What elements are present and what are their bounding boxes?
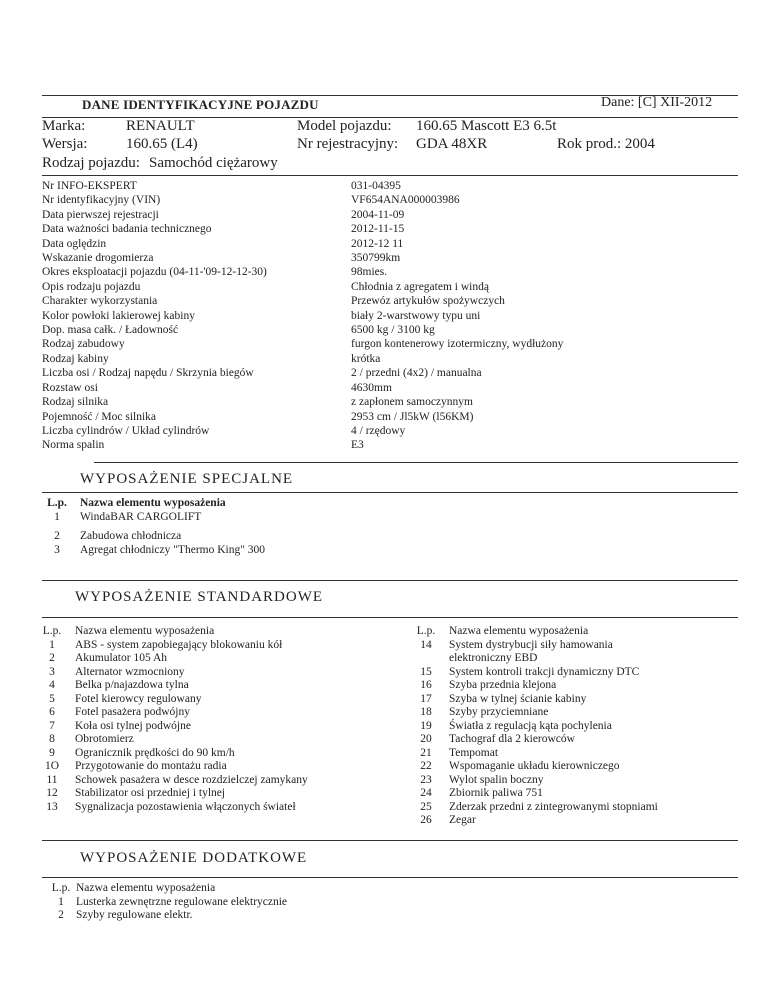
detail-label: Kolor powłoki lakierowej kabiny (42, 309, 195, 322)
table-row: 3 Agregat chłodniczy "Thermo King" 300 (54, 543, 266, 556)
table-row: 1 ABS - system zapobiegający blokowaniu kół (49, 638, 283, 651)
detail-value: z zapłonem samoczynnym (351, 396, 473, 409)
table-row: 18 Szyby przyciemniane (420, 706, 549, 718)
detail-value: 031-04395 (351, 180, 401, 192)
registration-value: GDA 48XR (416, 136, 488, 152)
detail-value: 4 / rzędowy (351, 424, 406, 437)
detail-value: furgon kontenerowy izotermiczny, wydłużony (351, 338, 564, 351)
table-row: 22 Wspomaganie układu kierowniczego (420, 760, 620, 772)
table-row: 14 System dystrybucji siły hamowania (420, 638, 613, 651)
detail-value: 2 / przedni (4x2) / manualna (351, 367, 482, 380)
standard-table-left (35, 625, 308, 814)
table-row: 13 Sygnalizacja pozostawienia włączonych świateł (46, 800, 296, 813)
detail-value: 98mies. (351, 266, 388, 279)
standard-title-rule (42, 617, 738, 618)
detail-label: Pojemność / Moc silnika (42, 410, 157, 423)
detail-value: 4630mm (351, 381, 392, 394)
table-row: 4 Belka p/najazdowa tylna (49, 679, 189, 691)
special-table (40, 497, 265, 557)
detail-label: Rozstaw osi (42, 381, 98, 394)
detail-label: Liczba cylindrów / Układ cylindrów (42, 424, 210, 437)
page-title: DANE IDENTYFIKACYJNE POJAZDU (82, 97, 319, 112)
production-year: Rok prod.: 2004 (557, 136, 655, 152)
col-lp: L.p. (47, 497, 67, 509)
table-row: 24 Zbiornik paliwa 751 (420, 787, 543, 799)
make-label: Marka: (42, 118, 86, 134)
table-header: L.p. Nazwa elementu wyposażenia (42, 625, 215, 637)
standard-section-title: WYPOSAŻENIE STANDARDOWE (75, 589, 324, 605)
vehicle-type-value: Samochód ciężarowy (149, 155, 278, 171)
additional-title-rule (42, 877, 738, 878)
table-row: 11 Schowek pasażera w desce rozdzielczej zamykany (46, 773, 308, 786)
special-title-rule (42, 492, 738, 493)
detail-value: biały 2-warstwowy typu uni (351, 309, 481, 322)
table-row: elektroniczny EBD (449, 652, 538, 664)
table-row: 1 WindaBAR CARGOLIFT (54, 510, 202, 523)
detail-label: Charakter wykorzystania (42, 295, 158, 308)
table-row: 9 Ogranicznik prędkości do 90 km/h (49, 746, 235, 759)
table-row: 8 Obrotomierz (49, 733, 134, 745)
vehicle-type-label: Rodzaj pojazdu: (42, 155, 140, 171)
table-row: 21 Tempomat (420, 746, 499, 759)
detail-label: Data oględzin (42, 237, 107, 250)
standard-table-right (409, 625, 658, 828)
special-section-title: WYPOSAŻENIE SPECJALNE (80, 471, 294, 487)
additional-section-title: WYPOSAŻENIE DODATKOWE (80, 850, 308, 866)
table-row: 5 Fotel kierowcy regulowany (49, 692, 202, 705)
detail-label: Wskazanie drogomierza (42, 252, 154, 265)
table-row: 15 System kontroli trakcji dynamiczny DTC (420, 665, 640, 678)
additional-top-rule (42, 840, 738, 841)
detail-value: 6500 kg / 3100 kg (351, 324, 435, 337)
table-row: 2 Szyby regulowane elektr. (58, 909, 193, 921)
additional-table (48, 882, 287, 923)
detail-value: 350799km (351, 252, 401, 265)
model-label: Model pojazdu: (297, 118, 392, 134)
table-header (40, 497, 265, 511)
detail-label: Rodzaj silnika (42, 396, 109, 409)
vehicle-rule (42, 175, 738, 176)
table-row: 19 Światła z regulacją kąta pochylenia (420, 719, 612, 732)
detail-label: Opis rodzaju pojazdu (42, 280, 141, 293)
detail-label: Rodzaj zabudowy (42, 338, 125, 351)
table-row: 7 Koła osi tylnej podwójne (49, 719, 191, 732)
version-label: Wersja: (42, 136, 88, 152)
detail-value: krótka (351, 352, 381, 365)
detail-label: Nr identyfikacyjny (VIN) (42, 194, 161, 207)
table-row: 20 Tachograf dla 2 kierowców (420, 733, 575, 745)
table-row: 25 Zderzak przedni z zintegrowanymi stopniami (420, 800, 658, 813)
table-row: 26 Zegar (420, 814, 476, 826)
col-name: Nazwa elementu wyposażenia (80, 497, 226, 509)
table-row: 6 Fotel pasażera podwójny (49, 706, 190, 718)
detail-label: Data ważności badania technicznego (42, 223, 212, 236)
model-value: 160.65 Mascott E3 6.5t (416, 118, 557, 134)
registration-label: Nr rejestracyjny: (297, 136, 399, 152)
table-header: L.p. Nazwa elementu wyposażenia (416, 625, 589, 637)
detail-label: Dop. masa całk. / Ładowność (42, 324, 179, 337)
table-row: 2 Zabudowa chłodnicza (54, 530, 182, 542)
table-row: 1 Lusterka zewnętrzne regulowane elektrycznie (58, 895, 288, 908)
details-values (351, 179, 563, 453)
detail-value: VF654ANA000003986 (351, 194, 460, 207)
detail-label: Liczba osi / Rodzaj napędu / Skrzynia biegów (42, 367, 254, 380)
detail-value: Chłodnia z agregatem i windą (351, 280, 489, 293)
details-labels (42, 179, 267, 453)
detail-label: Norma spalin (42, 439, 105, 452)
detail-value: 2004-11-09 (351, 208, 405, 221)
special-top-rule (94, 462, 738, 463)
detail-value: 2012-11-15 (351, 223, 405, 236)
detail-label: Okres eksploatacji pojazdu (04-11-'09-12-12-30) (42, 266, 267, 279)
table-row: 17 Szyba w tylnej ścianie kabiny (420, 692, 587, 705)
standard-top-rule (42, 580, 738, 581)
table-row: 16 Szyba przednia klejona (420, 679, 557, 691)
detail-value: Przewóz artykułów spożywczych (351, 295, 505, 308)
detail-value: 2012-12 11 (351, 237, 404, 250)
table-row: 12 Stabilizator osi przedniej i tylnej (46, 787, 226, 799)
make-value: RENAULT (126, 118, 195, 134)
detail-value: 2953 cm / Jl5kW (l56KM) (351, 410, 474, 423)
table-row: 23 Wylot spalin boczny (420, 773, 544, 786)
table-row: 3 Alternator wzmocniony (49, 665, 185, 678)
table-header: L.p. Nazwa elementu wyposażenia (51, 882, 216, 894)
table-row: 1O Przygotowanie do montażu radia (44, 760, 227, 772)
detail-label: Rodzaj kabiny (42, 352, 109, 365)
detail-label: Nr INFO-EKSPERT (42, 180, 137, 192)
version-value: 160.65 (L4) (126, 136, 198, 152)
table-row: 2 Akumulator 105 Ah (49, 652, 167, 664)
report-date: Dane: [C] XII-2012 (601, 95, 713, 110)
detail-label: Data pierwszej rejestracji (42, 208, 159, 221)
detail-value: E3 (351, 439, 364, 452)
